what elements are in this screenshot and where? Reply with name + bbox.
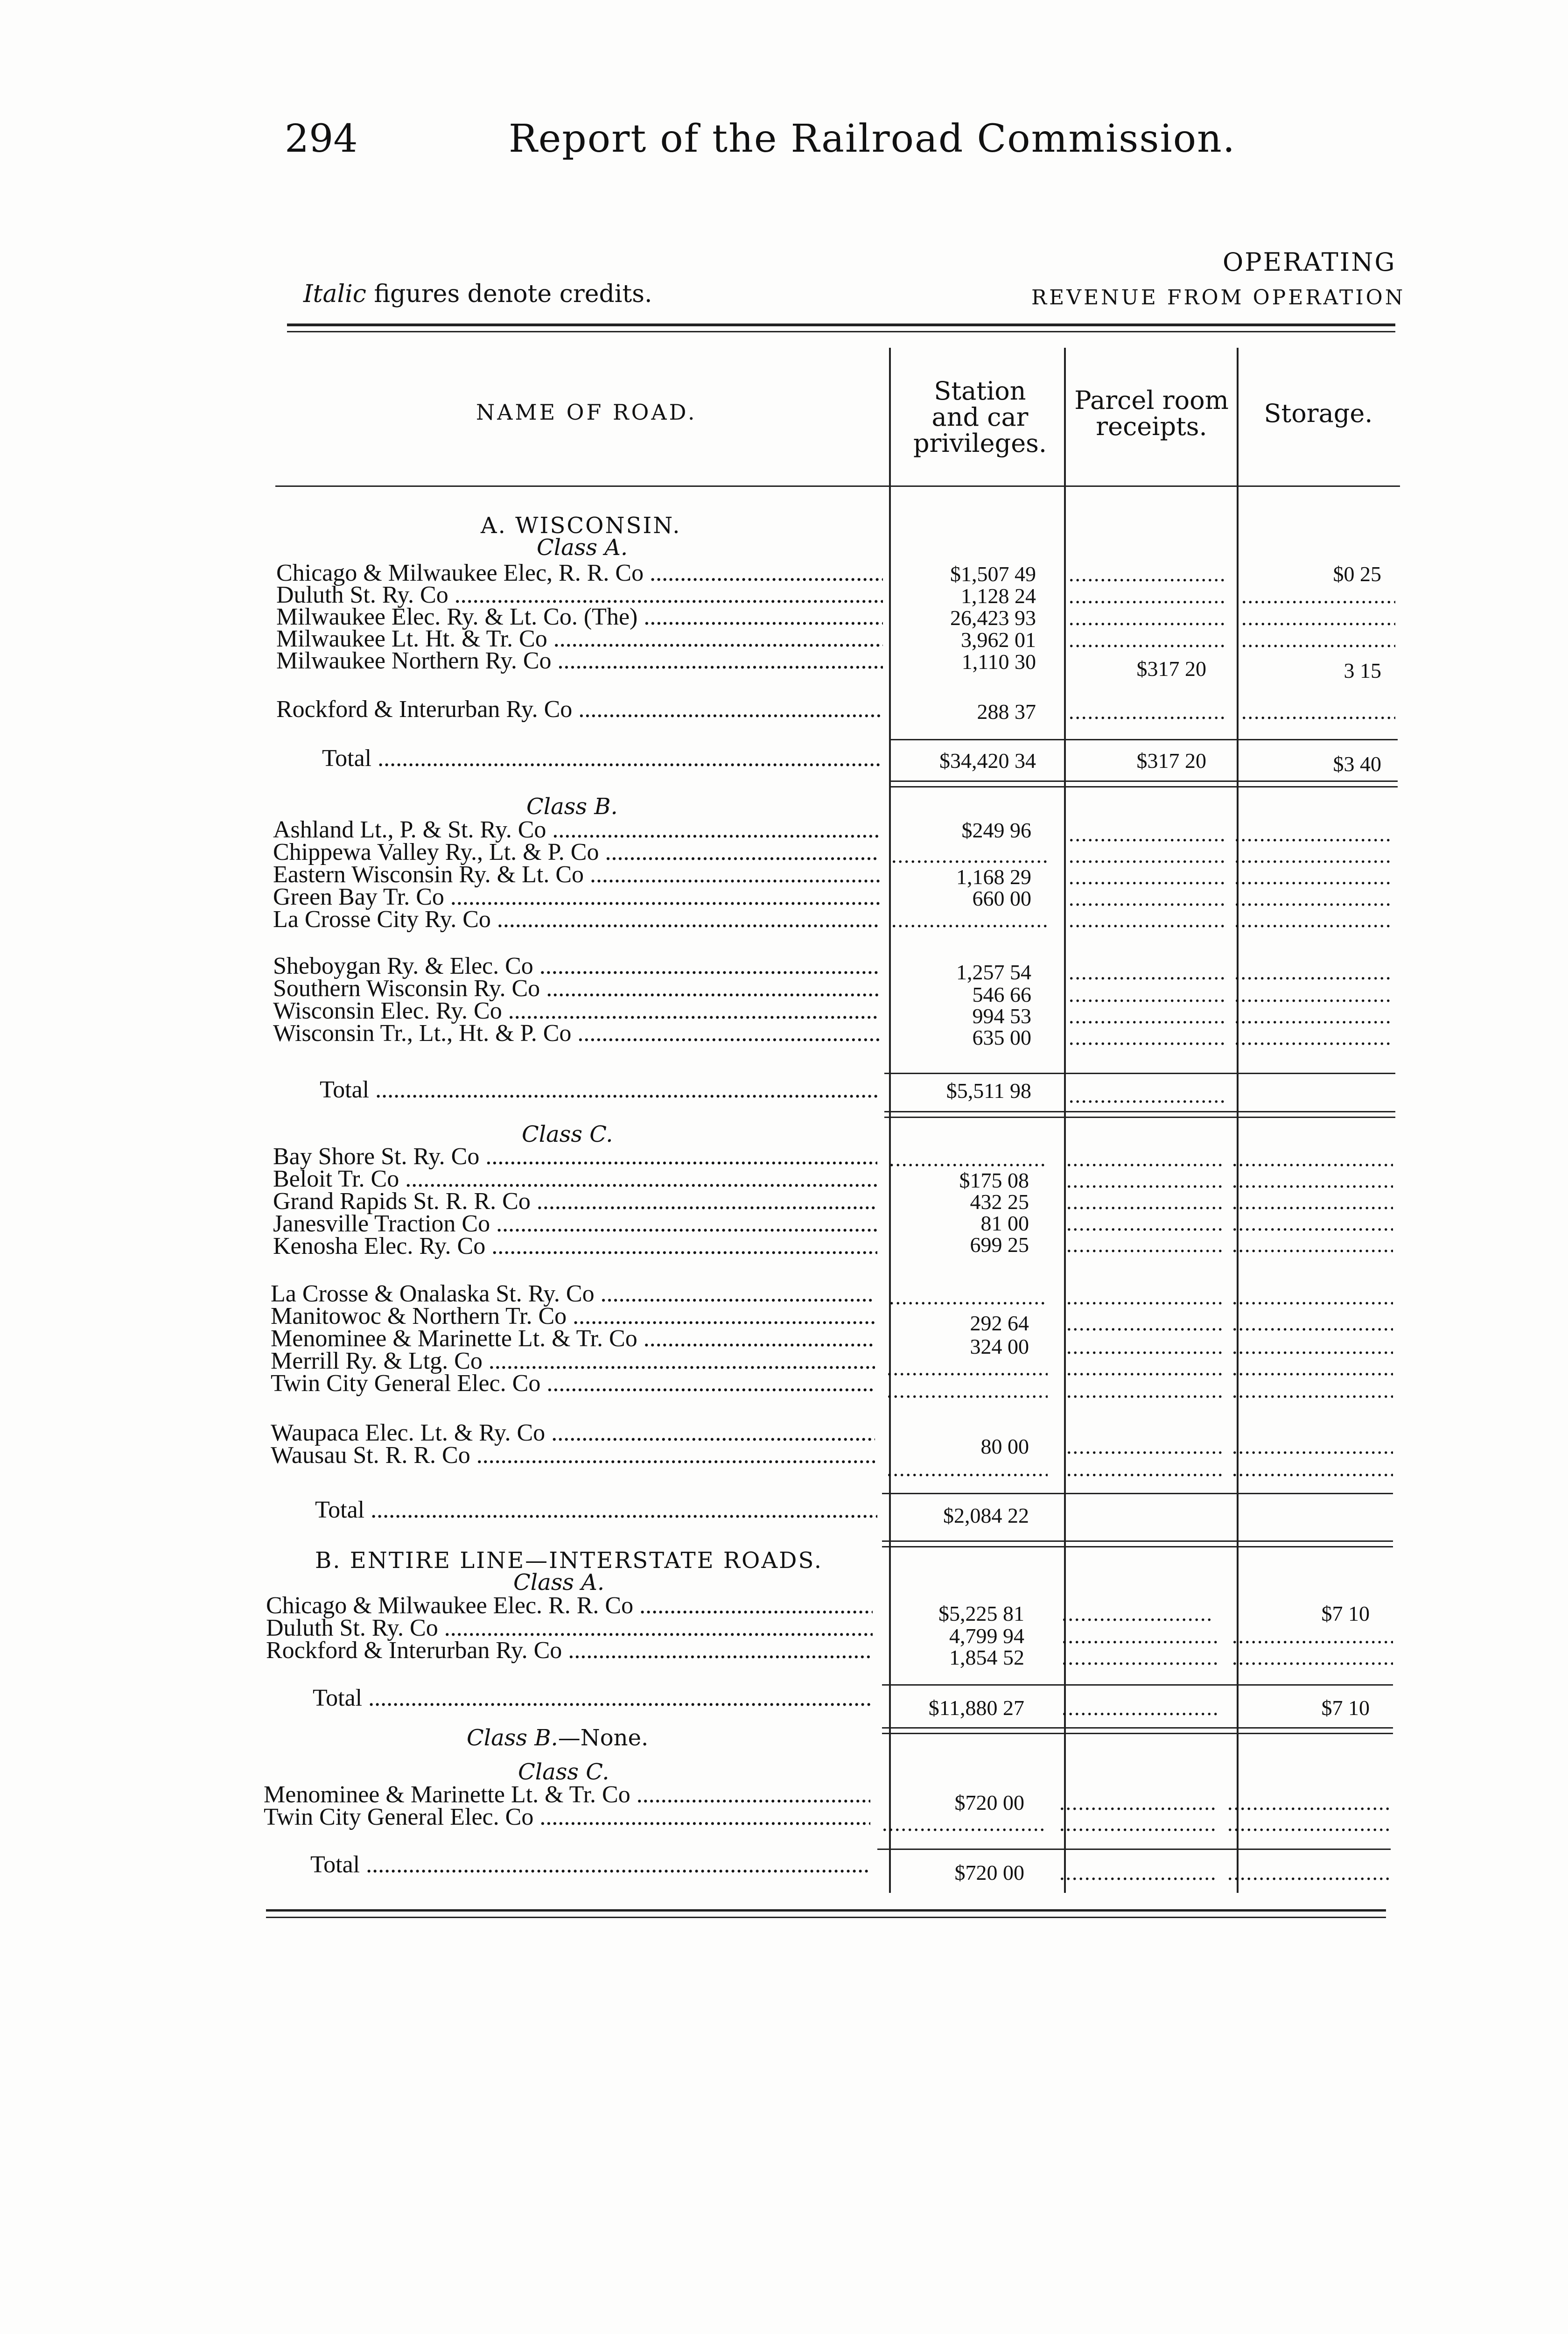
row-name: Manitowoc & Northern Tr. Co ..... xyxy=(271,1302,875,1330)
station-total: $720 00 xyxy=(954,1861,1024,1884)
station-value: 1,257 54 xyxy=(956,960,1031,984)
station-value: 1,168 29 xyxy=(956,865,1031,889)
total-rule-2 xyxy=(882,1546,1393,1547)
total-label: Total ..... xyxy=(313,1684,873,1712)
station-empty xyxy=(887,1456,1048,1481)
row-name: Duluth St. Ry. Co ..... xyxy=(266,1614,873,1642)
total-label: Total ..... xyxy=(310,1851,870,1878)
station-value: $1,507 49 xyxy=(950,562,1036,586)
row-name: Janesville Traction Co ..... xyxy=(273,1210,877,1237)
station-value: $249 96 xyxy=(961,818,1031,842)
page-title: Report of the Railroad Commission. xyxy=(509,117,1236,161)
row-name: Chippewa Valley Ry., Lt. & P. Co ..... xyxy=(273,838,880,866)
row-name: Wisconsin Elec. Ry. Co ..... xyxy=(273,997,880,1025)
table-bottom-rule-2 xyxy=(266,1917,1386,1918)
row-name: Chicago & Milwaukee Elec. R. R. Co ..... xyxy=(266,1592,873,1619)
storage-value: $0 25 xyxy=(1333,562,1381,586)
storage-empty xyxy=(1232,1356,1393,1380)
subtotal-rule xyxy=(882,1684,1393,1686)
class-c-heading: Class C. xyxy=(518,1759,609,1785)
total-rule-2 xyxy=(889,786,1398,787)
row-name: Milwaukee Lt. Ht. & Tr. Co ..... xyxy=(276,625,883,653)
row-name: Milwaukee Northern Ry. Co ..... xyxy=(276,647,883,675)
parcel-total: $317 20 xyxy=(1136,749,1206,773)
storage-empty xyxy=(1232,1456,1393,1481)
row-name: Waupaca Elec. Lt. & Ry. Co ..... xyxy=(271,1419,875,1447)
storage-empty xyxy=(1232,1232,1393,1257)
station-empty xyxy=(882,1811,1045,1836)
station-value: 80 00 xyxy=(980,1434,1029,1458)
parcel-empty xyxy=(1069,562,1227,586)
storage-empty xyxy=(1227,1811,1391,1836)
station-total: $11,880 27 xyxy=(928,1696,1024,1720)
storage-empty xyxy=(1234,907,1393,932)
storage-empty xyxy=(1232,1434,1393,1459)
storage-empty xyxy=(1241,605,1395,630)
row-name: Rockford & Interurban Ry. Co ..... xyxy=(276,696,883,723)
italic-word: Italic xyxy=(303,280,366,308)
station-value: $720 00 xyxy=(954,1791,1024,1814)
italic-note xyxy=(303,280,652,308)
parcel-empty xyxy=(1066,1434,1225,1459)
subtotal-rule xyxy=(877,1849,1391,1850)
parcel-empty xyxy=(1066,1378,1225,1403)
storage-total: $3 40 xyxy=(1333,752,1381,776)
parcel-empty xyxy=(1059,1811,1218,1836)
total-rule-2 xyxy=(884,1117,1395,1118)
station-value: 3,962 01 xyxy=(961,628,1036,652)
parcel-empty xyxy=(1062,1601,1211,1626)
station-empty xyxy=(887,1356,1048,1380)
class-a-heading: Class A. xyxy=(537,534,628,561)
total-rule-2 xyxy=(882,1733,1393,1734)
section-wisconsin: A. WISCONSIN. xyxy=(481,513,681,539)
total-label: Total ..... xyxy=(315,1496,877,1524)
row-name: Sheboygan Ry. & Elec. Co ..... xyxy=(273,952,880,980)
station-value: 1,854 52 xyxy=(949,1645,1024,1669)
parcel-empty xyxy=(1069,907,1227,932)
station-value: $175 08 xyxy=(959,1168,1029,1192)
station-total: $5,511 98 xyxy=(946,1079,1031,1103)
row-name: Rockford & Interurban Ry. Co ..... xyxy=(266,1637,873,1664)
parcel-empty xyxy=(1069,960,1227,984)
col-header-parcel xyxy=(1066,387,1237,440)
row-name: Merrill Ry. & Ltg. Co ..... xyxy=(271,1347,875,1375)
total-rule xyxy=(882,1727,1393,1729)
station-line-1: Station xyxy=(934,376,1026,406)
row-name: Wisconsin Tr., Lt., Ht. & P. Co ..... xyxy=(273,1019,880,1047)
station-value: 546 66 xyxy=(972,983,1031,1006)
note-text: figures denote credits. xyxy=(366,280,652,308)
row-name: La Crosse & Onalaska St. Ry. Co ..... xyxy=(271,1280,875,1308)
total-label: Total ..... xyxy=(322,745,882,772)
page-number: 294 xyxy=(285,117,358,161)
parcel-empty xyxy=(1069,699,1227,724)
parcel-empty xyxy=(1062,1695,1220,1720)
parcel-empty xyxy=(1066,1285,1225,1309)
parcel-empty xyxy=(1066,1232,1225,1257)
header-bottom-rule xyxy=(275,485,1400,487)
row-name: Beloit Tr. Co ..... xyxy=(273,1165,877,1193)
parcel-line-1: Parcel room xyxy=(1074,386,1229,415)
station-total: $2,084 22 xyxy=(943,1504,1029,1527)
parcel-empty xyxy=(1059,1860,1218,1885)
row-name: Duluth St. Ry. Co ..... xyxy=(276,581,883,609)
subtotal-rule xyxy=(882,1493,1393,1494)
parcel-line-2: receipts. xyxy=(1096,412,1207,441)
storage-empty xyxy=(1227,1860,1391,1885)
parcel-empty xyxy=(1069,584,1227,608)
col-header-name: NAME OF ROAD. xyxy=(476,400,697,425)
storage-empty xyxy=(1241,584,1395,608)
total-rule xyxy=(889,780,1398,782)
operating-heading: OPERATING xyxy=(1223,247,1396,277)
table-top-rule-2 xyxy=(287,331,1395,332)
table-bottom-rule xyxy=(266,1909,1386,1912)
total-label: Total ..... xyxy=(320,1076,880,1104)
parcel-empty xyxy=(1069,1025,1227,1050)
station-value: $5,225 81 xyxy=(938,1602,1024,1625)
station-value: 635 00 xyxy=(972,1026,1031,1049)
station-value: 1,110 30 xyxy=(961,650,1036,674)
class-b-label: Class B. xyxy=(467,1725,558,1751)
total-rule xyxy=(884,1111,1395,1112)
parcel-empty xyxy=(1066,1456,1225,1481)
station-value: 4,799 94 xyxy=(949,1624,1024,1648)
storage-empty xyxy=(1241,627,1395,652)
storage-value: 3 15 xyxy=(1344,659,1381,682)
station-value: 26,423 93 xyxy=(950,606,1036,630)
class-c-heading: Class C. xyxy=(522,1121,613,1147)
row-name: Chicago & Milwaukee Elec, R. R. Co ..... xyxy=(276,559,883,587)
station-value: 660 00 xyxy=(972,886,1031,910)
row-name: Kenosha Elec. Ry. Co ..... xyxy=(273,1232,877,1260)
station-value: 288 37 xyxy=(977,700,1036,724)
col-header-storage: Storage. xyxy=(1264,399,1373,428)
row-name: Green Bay Tr. Co ..... xyxy=(273,883,880,911)
subtotal-rule xyxy=(884,1073,1395,1074)
storage-empty xyxy=(1232,1378,1393,1403)
station-value: 81 00 xyxy=(980,1211,1029,1235)
class-a-heading: Class A. xyxy=(513,1569,605,1596)
class-b-heading: Class B. xyxy=(526,794,618,820)
storage-empty xyxy=(1234,960,1393,984)
total-rule xyxy=(882,1540,1393,1542)
row-name: Southern Wisconsin Ry. Co ..... xyxy=(273,975,880,1002)
parcel-value: $317 20 xyxy=(1136,657,1206,681)
row-name: Eastern Wisconsin Ry. & Lt. Co ..... xyxy=(273,861,880,888)
storage-empty xyxy=(1241,699,1395,724)
row-name: Wausau St. R. R. Co ..... xyxy=(271,1441,875,1469)
row-name: La Crosse City Ry. Co ..... xyxy=(273,906,880,933)
storage-empty xyxy=(1232,1285,1393,1309)
row-name: Menominee & Marinette Lt. & Tr. Co ..... xyxy=(264,1781,870,1808)
station-total: $34,420 34 xyxy=(939,749,1036,773)
station-line-3: privileges. xyxy=(913,429,1047,458)
table-top-rule xyxy=(287,323,1395,326)
revenue-heading: REVENUE FROM OPERATION xyxy=(1031,286,1406,309)
row-name: Menominee & Marinette Lt. & Tr. Co ..... xyxy=(271,1325,875,1352)
station-empty xyxy=(889,1285,1048,1309)
station-line-2: and car xyxy=(931,402,1029,432)
storage-empty xyxy=(1234,1025,1393,1050)
col-header-station xyxy=(896,378,1064,457)
row-name: Bay Shore St. Ry. Co ..... xyxy=(273,1143,877,1170)
row-name: Milwaukee Elec. Ry. & Lt. Co. (The) ..... xyxy=(276,603,883,631)
station-value: 432 25 xyxy=(970,1190,1029,1214)
parcel-empty xyxy=(1069,605,1227,630)
station-value: 324 00 xyxy=(970,1335,1029,1358)
storage-empty xyxy=(1232,1645,1393,1670)
station-empty xyxy=(891,907,1050,932)
section-interstate: B. ENTIRE LINE—INTERSTATE ROADS. xyxy=(315,1547,823,1574)
storage-total: $7 10 xyxy=(1321,1696,1370,1720)
station-empty xyxy=(887,1378,1048,1403)
station-value: 1,128 24 xyxy=(961,584,1036,608)
station-value: 699 25 xyxy=(970,1233,1029,1257)
parcel-empty xyxy=(1069,1083,1227,1108)
parcel-empty xyxy=(1066,1311,1225,1336)
parcel-empty xyxy=(1069,627,1227,652)
row-name: Twin City General Elec. Co ..... xyxy=(271,1370,875,1397)
class-b-none xyxy=(467,1725,648,1751)
row-name: Twin City General Elec. Co ..... xyxy=(264,1803,870,1831)
class-b-none-text: —None. xyxy=(558,1725,649,1751)
row-name: Ashland Lt., P. & St. Ry. Co ..... xyxy=(273,816,880,844)
storage-value: $7 10 xyxy=(1321,1602,1370,1625)
storage-empty xyxy=(1232,1311,1393,1336)
parcel-empty xyxy=(1062,1645,1220,1670)
station-value: 994 53 xyxy=(972,1004,1031,1028)
row-name: Grand Rapids St. R. R. Co ..... xyxy=(273,1188,877,1215)
station-value: 292 64 xyxy=(970,1311,1029,1335)
parcel-empty xyxy=(1066,1356,1225,1380)
subtotal-rule xyxy=(889,739,1398,740)
